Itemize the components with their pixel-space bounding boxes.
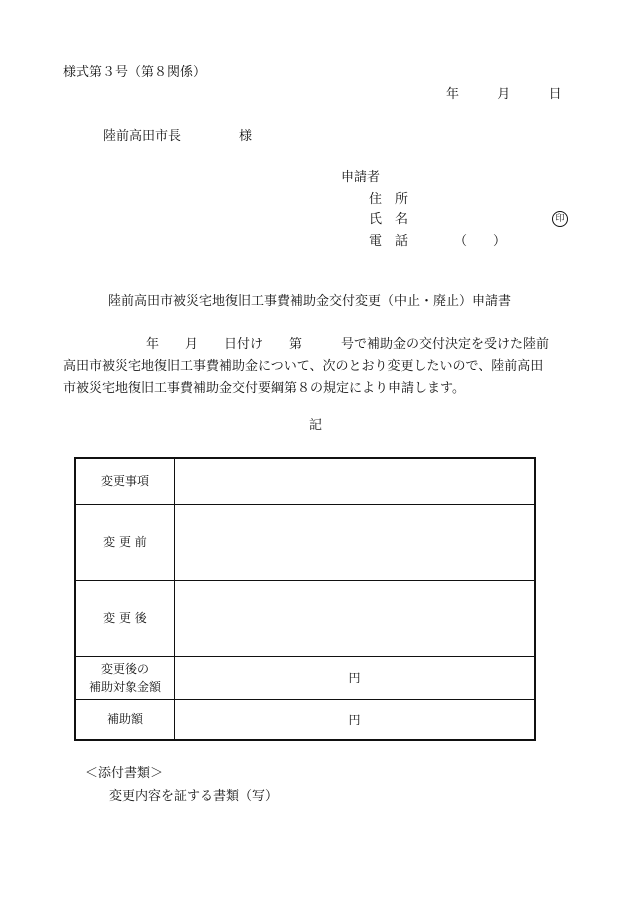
form-number: 様式第３号（第８関係）	[63, 65, 207, 80]
change-table	[74, 457, 536, 741]
target-amount-label-line2: 補助対象金額	[88, 679, 161, 694]
date-year-label: 年	[446, 87, 460, 102]
addressee	[103, 130, 252, 143]
body-line-3: 市被災宅地復旧工事費補助金交付要綱第８の規定により申請します。	[63, 381, 465, 396]
application-date	[446, 88, 562, 101]
table-row	[75, 699, 535, 740]
date-day-label: 日	[548, 87, 562, 102]
change-item-label: 変更事項	[75, 458, 175, 504]
before-change-label: 変 更 前	[75, 504, 175, 580]
attachment-item: 変更内容を証する書類（写）	[109, 789, 279, 804]
after-change-field[interactable]	[175, 580, 536, 656]
yen-unit: 円	[348, 712, 361, 727]
body-line-1: 年 月 日付け 第 号で補助金の交付決定を受けた陸前	[146, 337, 550, 352]
applicant-name-label: 氏 名	[369, 212, 409, 227]
addressee-honorific: 様	[239, 129, 253, 144]
document-title: 陸前高田市被災宅地復旧工事費補助金交付変更（中止・廃止）申請書	[108, 294, 512, 309]
date-month-label: 月	[497, 87, 511, 102]
ki-heading: 記	[309, 418, 323, 433]
table-row	[75, 656, 535, 699]
table-row	[75, 504, 535, 580]
target-amount-label	[75, 656, 175, 699]
target-amount-label-line1: 変更後の	[100, 661, 149, 676]
body-paragraph	[63, 334, 583, 400]
table-row	[75, 580, 535, 656]
target-amount-field[interactable]	[175, 656, 536, 699]
subsidy-amount-label: 補助額	[75, 699, 175, 740]
applicant-address-label: 住 所	[369, 192, 409, 207]
subsidy-amount-field[interactable]	[175, 699, 536, 740]
before-change-field[interactable]	[175, 504, 536, 580]
applicant-phone-paren: （ ）	[454, 234, 507, 249]
table-row	[75, 458, 535, 504]
seal-mark-icon: 印	[552, 211, 568, 227]
applicant-title: 申請者	[341, 170, 381, 185]
after-change-label: 変 更 後	[75, 580, 175, 656]
change-item-field[interactable]	[175, 458, 536, 504]
yen-unit: 円	[348, 671, 361, 685]
applicant-phone-label: 電 話	[369, 234, 409, 249]
addressee-name: 陸前高田市長	[103, 129, 182, 144]
applicant-phone	[369, 235, 506, 248]
body-line-2: 高田市被災宅地復旧工事費補助金について、次のとおり変更したいので、陸前高田	[63, 359, 544, 374]
attachments-heading: ＜添付書類＞	[85, 766, 164, 781]
